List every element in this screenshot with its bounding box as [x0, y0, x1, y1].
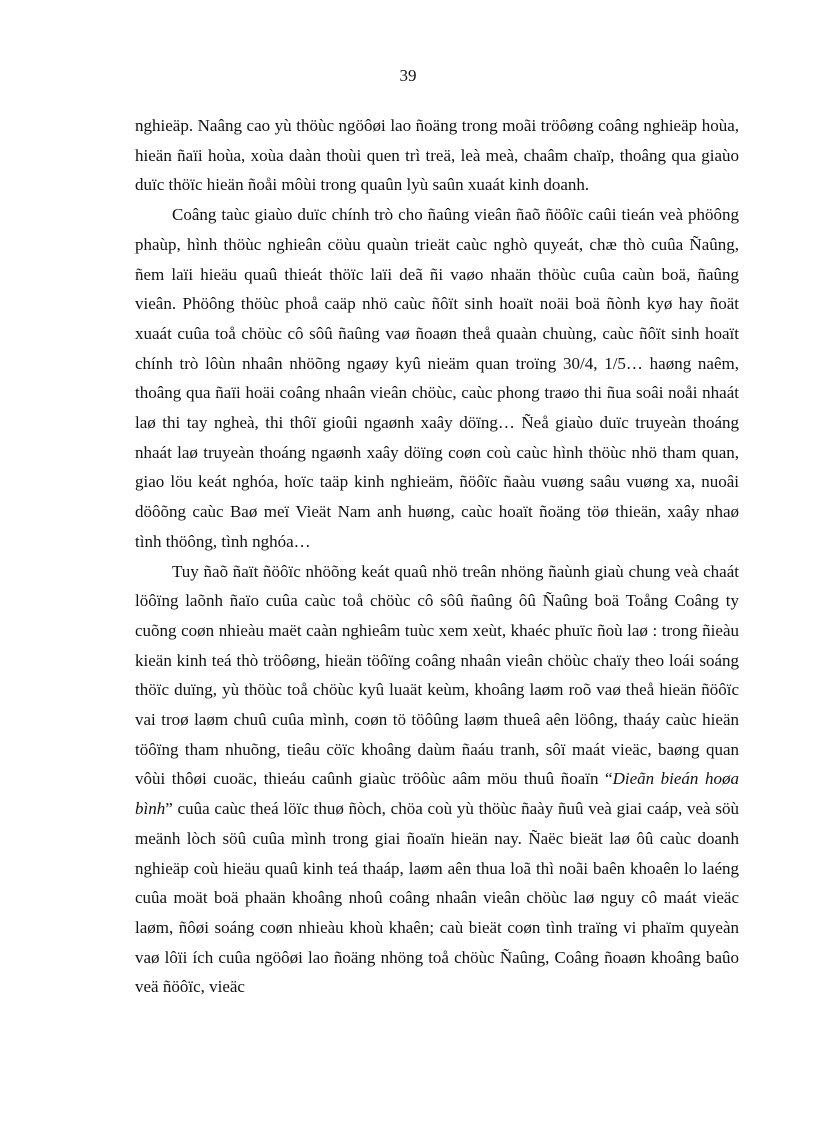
paragraph-3-italic-phrase: Dieãn bieán hoøa bình [135, 769, 739, 819]
paragraph-2: Coâng taùc giaùo duïc chính trò cho ñaûng vieân ñaõ ñöôïc caûi tieán veà phöông phaùp, hình thöùc nghieân cöùu quaùn trieät caùc nghò quyeát, chæ thò cuûa Ñaûng, ñem laïi hieäu quaû thieát thöïc laïi deã ñi vaøo nhaän thöùc cuûa caùn boä, ñaûng vieân. Phöông thöùc phoå caäp nhö caùc ñôït sinh hoaït noäi boä ñònh kyø hay ñoät xuaát cuûa toå chöùc cô sôû ñaûng vaø ñoaøn theå quaàn chuùng, caùc ñôït sinh hoaït chính trò lôùn nhaân nhöõng ngaøy kyû nieäm quan troïng 30/4, 1/5… haøng naêm, thoâng qua ñaïi hoäi coâng nhaân vieân chöùc, caùc phong traøo thi ñua soâi noåi nhaát laø thi tay ngheà, thi thôï gioûi ngaønh xaây döïng… Ñeå giaùo duïc truyeàn thoáng nhaát laø truyeàn thoáng ngaønh xaây döïng coøn coù caùc hình thöùc nhö tham quan, giao löu keát nghóa, hoïc taäp kinh nghieäm, ñöôïc ñaàu vuøng saâu vuøng xa, nuoâi döôõng caùc Baø meï Vieät Nam anh huøng, caùc hoaït ñoäng töø thieän, xaây nhaø tình thöông, tình nghóa… [135, 205, 739, 551]
paragraph-1: nghieäp. Naâng cao yù thöùc ngöôøi lao ñoäng trong moãi tröôøng coâng nghieäp hoùa, hieän ñaïi hoùa, xoùa daàn thoùi quen trì treä, leà meà, chaâm chaïp, thoâng qua giaùo duïc thöïc hieän ñoåi môùi trong quaûn lyù saûn xuaát kinh doanh. [135, 116, 739, 195]
paragraph-3 [135, 557, 739, 1003]
page-number: 39 [399, 66, 417, 85]
paragraph-3-text-end: ” cuûa caùc theá löïc thuø ñòch, chöa coù yù thöùc ñaày ñuû veà giai caáp, veà söù meänh lòch söû cuûa mình trong giai ñoaïn hieän nay. Ñaëc bieät laø ôû caùc doanh nghieäp coù hieäu quaû kinh teá thaáp, laøm aên thua loã thì noãi baên khoaên lo laéng cuûa moät boä phaän khoâng nhoû coâng nhaân vieân chöùc laø nguy cô maát vieäc laøm, ñôøi soáng coøn nhieàu khoù khaên; caù bieät coøn tình traïng vi phaïm quyeàn vaø lôïi ích cuûa ngöôøi lao ñoäng nhöng toå chöùc Ñaûng, Coâng ñoaøn khoâng baûo veä ñöôïc, vieäc [135, 799, 739, 997]
paragraph-3-text-start: Tuy ñaõ ñaït ñöôïc nhöõng keát quaû nhö treân nhöng ñaùnh giaù chung veà chaát löôïng laõnh ñaïo cuûa caùc toå chöùc cô sôû ñaûng ôû Ñaûng boä Toång Coâng ty cuõng coøn nhieàu maët caàn nghieâm tuùc xem xeùt, khaéc phuïc ñoù laø : trong ñieàu kieän kinh teá thò tröôøng, hieän töôïng coâng nhaân vieân chöùc chaïy theo loái soáng thöïc duïng, yù thöùc toå chöùc kyû luaät keùm, khoâng laøm roõ vaø theå hieän ñöôïc vai troø laøm chuû cuûa mình, coøn tö töôûng laøm thueâ aên löông, thaáy caùc hieän töôïng tham nhuõng, tieâu cöïc khoâng daùm ñaáu tranh, sôï maát vieäc, baøng quan vôùi thôøi cuoäc, thieáu caûnh giaùc tröôùc aâm möu thuû ñoaïn “ [135, 561, 739, 789]
body-text [135, 111, 739, 1002]
